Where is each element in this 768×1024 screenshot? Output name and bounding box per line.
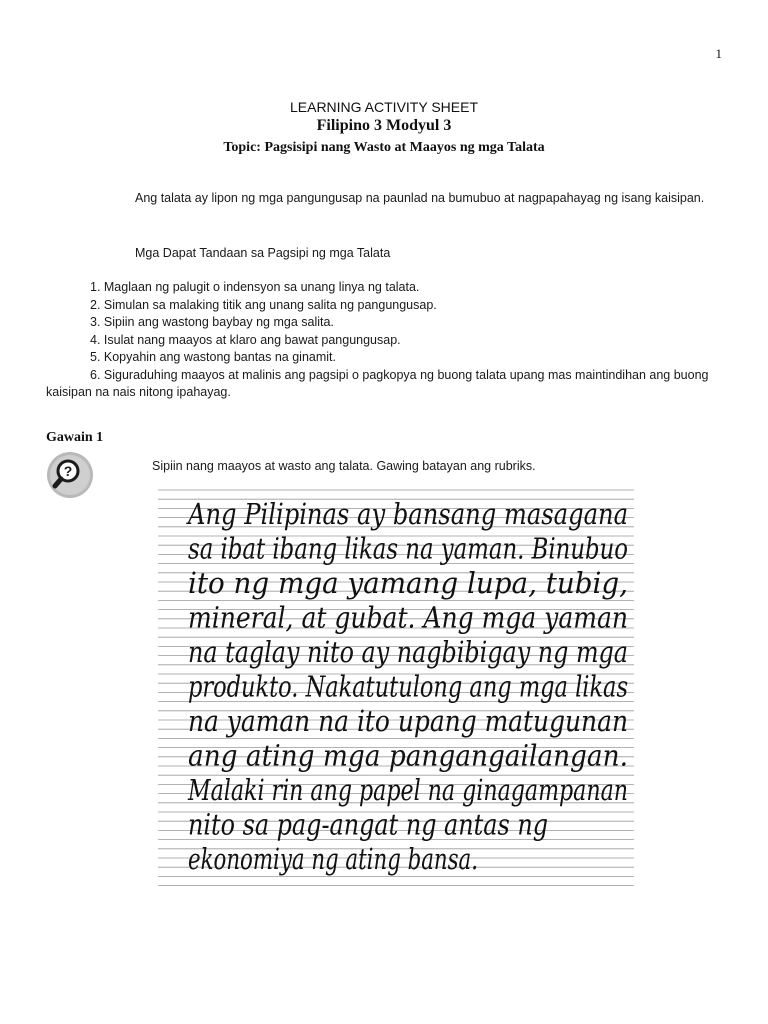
rule-item: 4. Isulat nang maayos at klaro ang bawat pangungusap.	[90, 332, 401, 347]
rule-item: 5. Kopyahin ang wastong bantas na ginamit.	[90, 350, 337, 364]
handwriting-line: ang ating mga pangangailangan.	[188, 738, 628, 773]
handwriting-line: na yaman na ito upang matugunan	[188, 704, 628, 738]
activity-instruction: Sipiin nang maayos at wasto ang talata. Gawing batayan ang rubriks.	[152, 459, 536, 473]
rules-list	[46, 279, 730, 402]
activity-title: Gawain 1	[46, 430, 104, 445]
rule-item: 3. Sipiin ang wastong baybay ng mga salita.	[90, 315, 334, 329]
handwriting-line: mineral, at gubat. Ang mga yaman	[188, 600, 628, 635]
handwriting-line: nito sa pag-angat ng antas ng	[188, 807, 548, 842]
rule-item: 1. Maglaan ng palugit o indensyon sa unang linya ng talata.	[90, 280, 420, 294]
intro-section	[90, 190, 720, 208]
rule-item: 2. Simulan sa malaking titik ang unang salita ng pangungusap.	[90, 297, 437, 312]
page-number: 1	[715, 46, 722, 61]
document-header	[0, 98, 768, 158]
intro-paragraph: Ang talata ay lipon ng mga pangungusap na paunlad na bumubuo at nagpapahayag ng isang kaisipan.	[135, 191, 705, 205]
handwriting-line: ekonomiya ng ating bansa.	[188, 842, 478, 876]
handwriting-line: sa ibat ibang likas na yaman. Binubuo	[188, 531, 628, 566]
handwriting-text	[185, 497, 628, 876]
magnifier-question-icon	[46, 451, 94, 499]
handwriting-line: produkto. Nakatutulong ang mga likas	[188, 669, 628, 704]
document-subtitle: Filipino 3 Modyul 3	[316, 117, 452, 134]
document-topic: Topic: Pagsisipi nang Wasto at Maayos ng mga Talata	[223, 140, 545, 155]
rule-item: 6. Siguraduhing maayos at malinis ang pagsipi o pagkopya ng buong talata upang mas maintindihan ang buong kaisipan na nais nitong ipahayag.	[46, 367, 709, 399]
document-title: LEARNING ACTIVITY SHEET	[289, 99, 478, 115]
handwriting-line: Ang Pilipinas ay bansang masagana	[185, 497, 628, 531]
handwriting-sample	[158, 486, 634, 896]
rules-heading: Mga Dapat Tandaan sa Pagsipi ng mga Talata	[135, 246, 391, 260]
svg-text:?: ?	[63, 463, 73, 479]
handwriting-line: na taglay nito ay nagbibigay ng mga	[188, 635, 628, 669]
handwriting-line: ito ng mga yamang lupa, tubig,	[188, 566, 628, 600]
handwriting-line: Malaki rin ang papel na ginagampanan	[187, 773, 628, 807]
